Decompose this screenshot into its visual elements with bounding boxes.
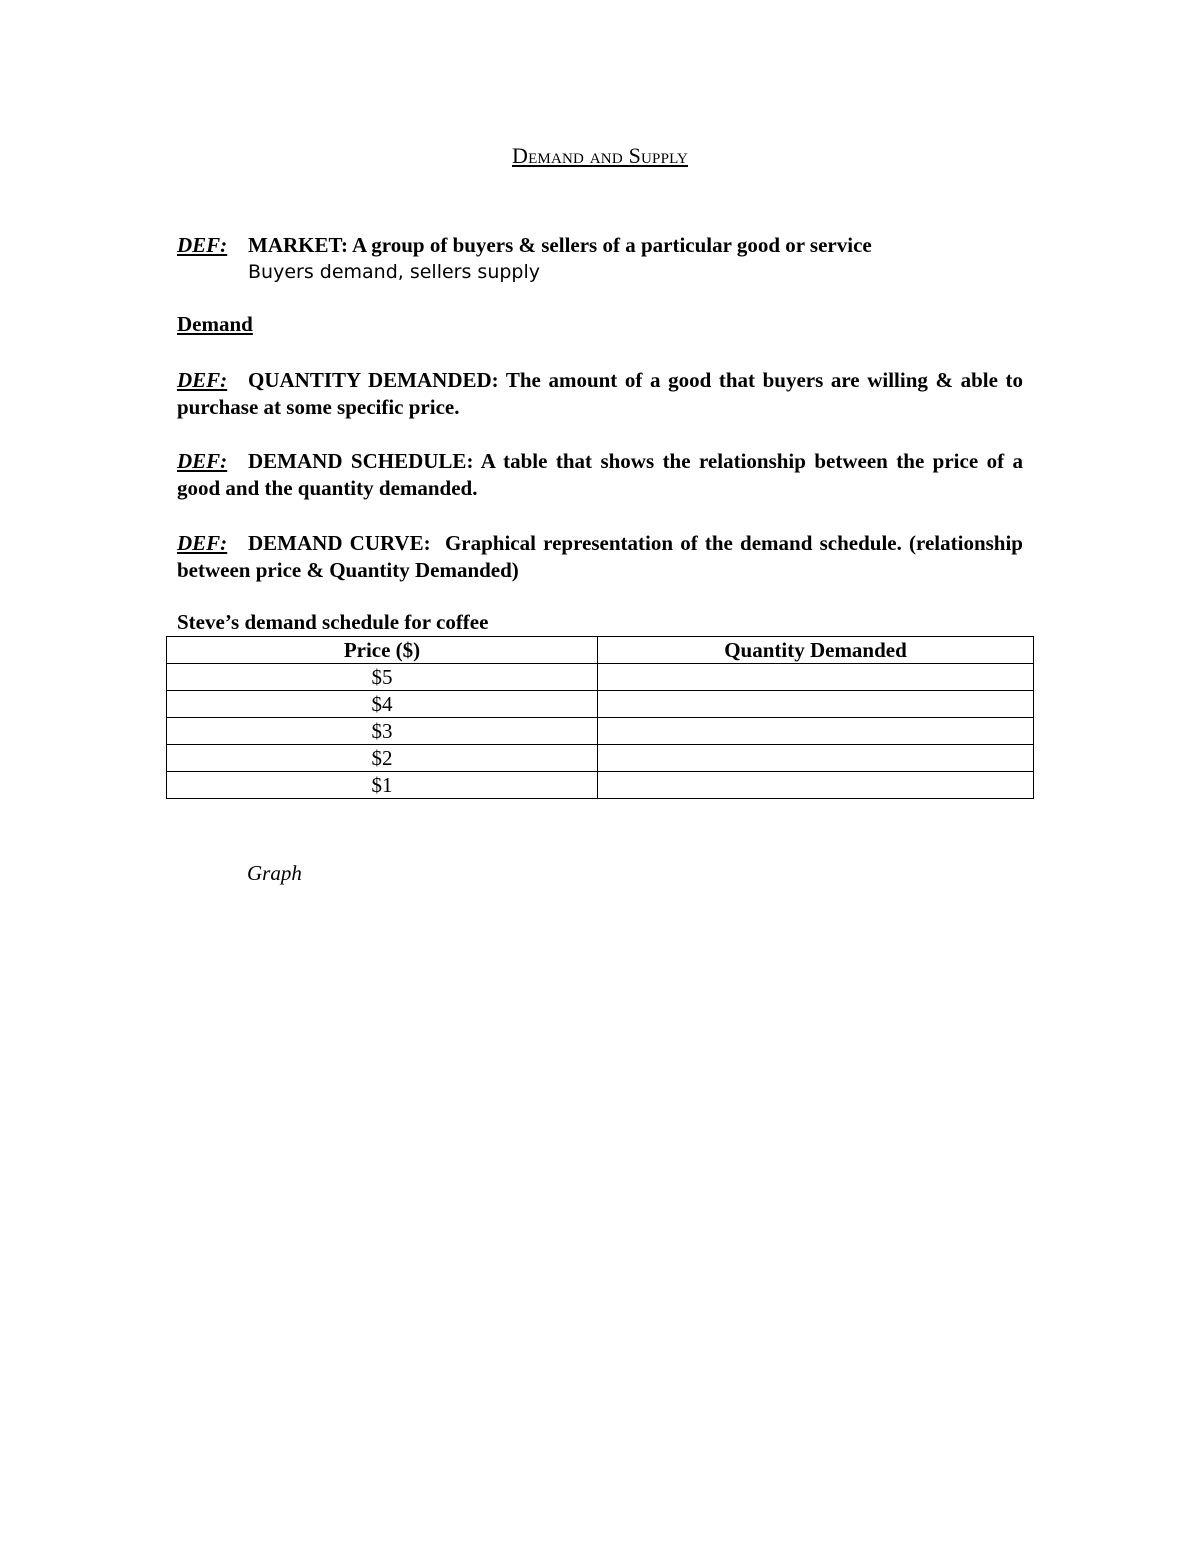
demand-schedule-table xyxy=(166,636,1034,799)
demand-schedule-text: DEMAND SCHEDULE: A table that shows the relationship between the price of a good and the quantity demanded. xyxy=(177,449,1023,500)
market-definition xyxy=(177,232,1023,286)
quantity-cell xyxy=(598,664,1034,691)
table-row xyxy=(167,691,1034,718)
quantity-demanded-text: QUANTITY DEMANDED: The amount of a good that buyers are willing & able to purchase at some specific price. xyxy=(177,368,1023,419)
price-cell: $3 xyxy=(167,718,598,745)
demand-schedule-definition xyxy=(177,448,1023,502)
demand-curve-text: DEMAND CURVE: Graphical representation of the demand schedule. (relationship between price & Quantity Demanded) xyxy=(177,531,1029,582)
market-definition-text: MARKET: A group of buyers & sellers of a particular good or service xyxy=(248,233,872,257)
quantity-cell xyxy=(598,745,1034,772)
def-tag: DEF: xyxy=(177,368,228,392)
demand-curve-definition xyxy=(177,530,1029,584)
quantity-demanded-definition xyxy=(177,367,1023,421)
price-cell: $5 xyxy=(167,664,598,691)
graph-label: Graph xyxy=(247,861,302,885)
price-cell: $1 xyxy=(167,772,598,799)
table-header-row xyxy=(167,637,1034,664)
def-tag: DEF: xyxy=(177,233,228,257)
column-header-quantity: Quantity Demanded xyxy=(598,637,1034,664)
table-caption: Steve’s demand schedule for coffee xyxy=(177,610,489,634)
table-row xyxy=(167,772,1034,799)
market-note: Buyers demand, sellers supply xyxy=(248,261,541,283)
table-row xyxy=(167,718,1034,745)
table-row xyxy=(167,745,1034,772)
section-heading-demand: Demand xyxy=(177,312,253,336)
quantity-cell xyxy=(598,718,1034,745)
price-cell: $2 xyxy=(167,745,598,772)
table-row xyxy=(167,664,1034,691)
page-title: Demand and Supply xyxy=(511,143,689,168)
quantity-cell xyxy=(598,772,1034,799)
column-header-price: Price ($) xyxy=(167,637,598,664)
quantity-cell xyxy=(598,691,1034,718)
price-cell: $4 xyxy=(167,691,598,718)
def-tag: DEF: xyxy=(177,449,228,473)
def-tag: DEF: xyxy=(177,531,228,555)
